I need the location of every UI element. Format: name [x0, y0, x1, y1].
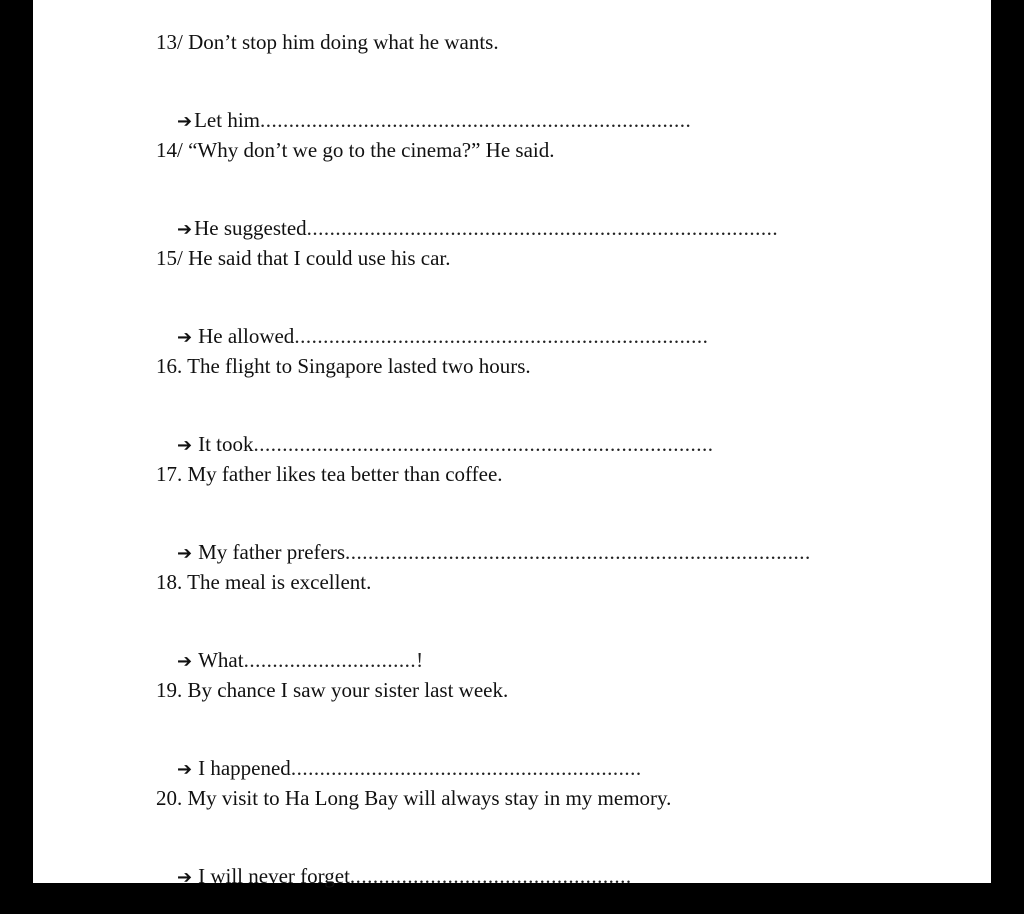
question-16: 16. The flight to Singapore lasted two hours.	[156, 354, 531, 378]
answer-blank: ..............................!	[243, 648, 424, 672]
right-arrow-icon: ➔	[177, 435, 193, 456]
answer-prompt: What	[198, 648, 244, 672]
answer-blank: .................................................................................	[345, 540, 811, 564]
answer-prompt: I happened	[198, 756, 291, 780]
question-17: 17. My father likes tea better than coffee.	[156, 462, 503, 486]
answer-blank: ........................................................................	[294, 324, 709, 348]
answer-blank: ..................................................................................	[306, 216, 779, 240]
question-18: 18. The meal is excellent.	[156, 570, 372, 594]
answer-prompt: My father prefers	[198, 540, 346, 564]
right-arrow-icon: ➔	[177, 111, 193, 132]
answer-prompt: He suggested	[194, 216, 307, 240]
answer-blank: .............................................................	[290, 756, 642, 780]
answer-blank: .................................................	[349, 864, 632, 888]
answer-line-20	[156, 840, 632, 914]
question-13: 13/ Don’t stop him doing what he wants.	[156, 30, 499, 54]
answer-blank: ................................................................................	[253, 432, 714, 456]
right-arrow-icon: ➔	[177, 219, 193, 240]
answer-blank: ...........................................................................	[260, 108, 692, 132]
right-arrow-icon: ➔	[177, 543, 193, 564]
answer-prompt: It took	[198, 432, 254, 456]
question-14: 14/ “Why don’t we go to the cinema?” He said.	[156, 138, 555, 162]
answer-prompt: He allowed	[198, 324, 295, 348]
answer-prompt: Let him	[194, 108, 260, 132]
question-20: 20. My visit to Ha Long Bay will always stay in my memory.	[156, 786, 672, 810]
right-arrow-icon: ➔	[177, 327, 193, 348]
right-arrow-icon: ➔	[177, 867, 193, 888]
question-19: 19. By chance I saw your sister last week.	[156, 678, 509, 702]
answer-prompt: I will never forget	[198, 864, 350, 888]
right-arrow-icon: ➔	[177, 759, 193, 780]
worksheet-page	[33, 0, 991, 888]
question-15: 15/ He said that I could use his car.	[156, 246, 451, 270]
right-arrow-icon: ➔	[177, 651, 193, 672]
